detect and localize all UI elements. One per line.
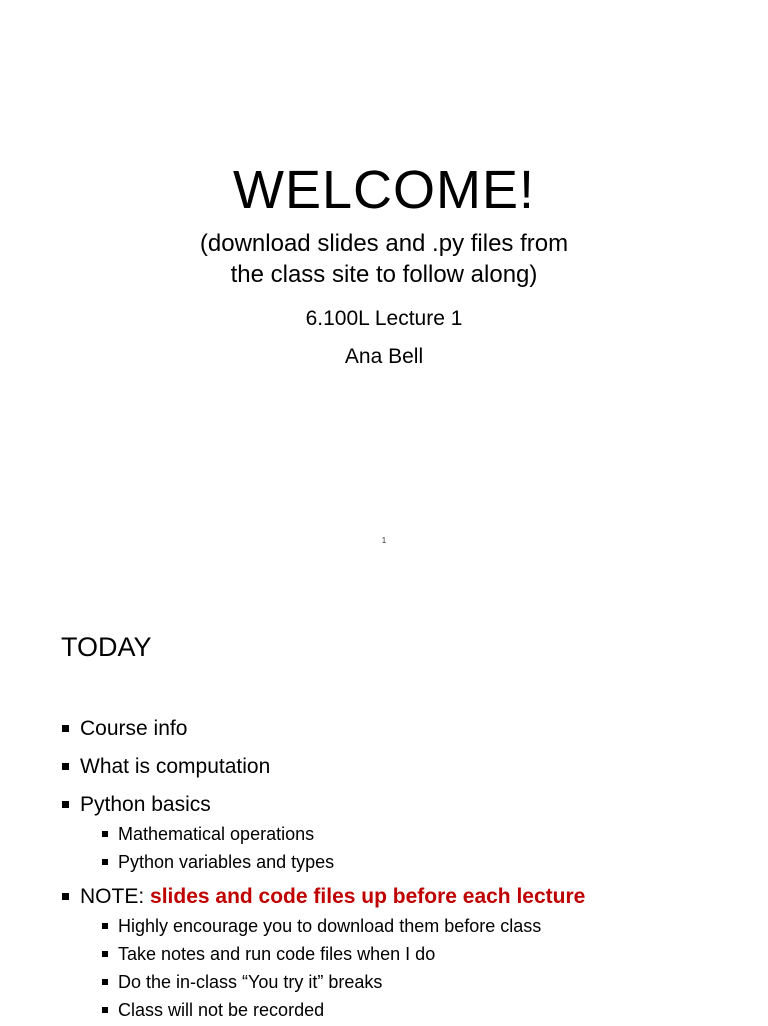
note-prefix: NOTE: bbox=[80, 885, 151, 908]
bullet-item: Course info bbox=[61, 714, 751, 743]
note-highlight: slides and code files up before each lecture bbox=[150, 885, 586, 908]
bullet-list bbox=[61, 714, 751, 1026]
slide-2 bbox=[0, 580, 768, 1024]
sub-bullet-item: Class will not be recorded bbox=[61, 998, 751, 1022]
page-number: 1 bbox=[381, 536, 387, 545]
lecture-label: 6.100L Lecture 1 bbox=[305, 307, 463, 330]
sub-bullet-item: Mathematical operations bbox=[61, 822, 751, 846]
author-name: Ana Bell bbox=[344, 345, 424, 368]
bullet-item-note bbox=[61, 882, 751, 911]
sub-bullet-item: Highly encourage you to download them before class bbox=[61, 914, 751, 938]
subtitle-line-2: the class site to follow along) bbox=[230, 261, 538, 288]
sub-bullet-item: Take notes and run code files when I do bbox=[61, 942, 751, 966]
subtitle-line-1: (download slides and .py files from bbox=[199, 230, 569, 257]
slide-subtitle bbox=[0, 228, 768, 290]
slide-title: WELCOME! bbox=[232, 160, 536, 220]
bullet-item: What is computation bbox=[61, 752, 751, 781]
sub-bullet-item: Do the in-class “You try it” breaks bbox=[61, 970, 751, 994]
bullet-item: Python basics bbox=[61, 790, 751, 819]
sub-bullet-item: Python variables and types bbox=[61, 850, 751, 874]
slide-title: TODAY bbox=[61, 632, 152, 662]
